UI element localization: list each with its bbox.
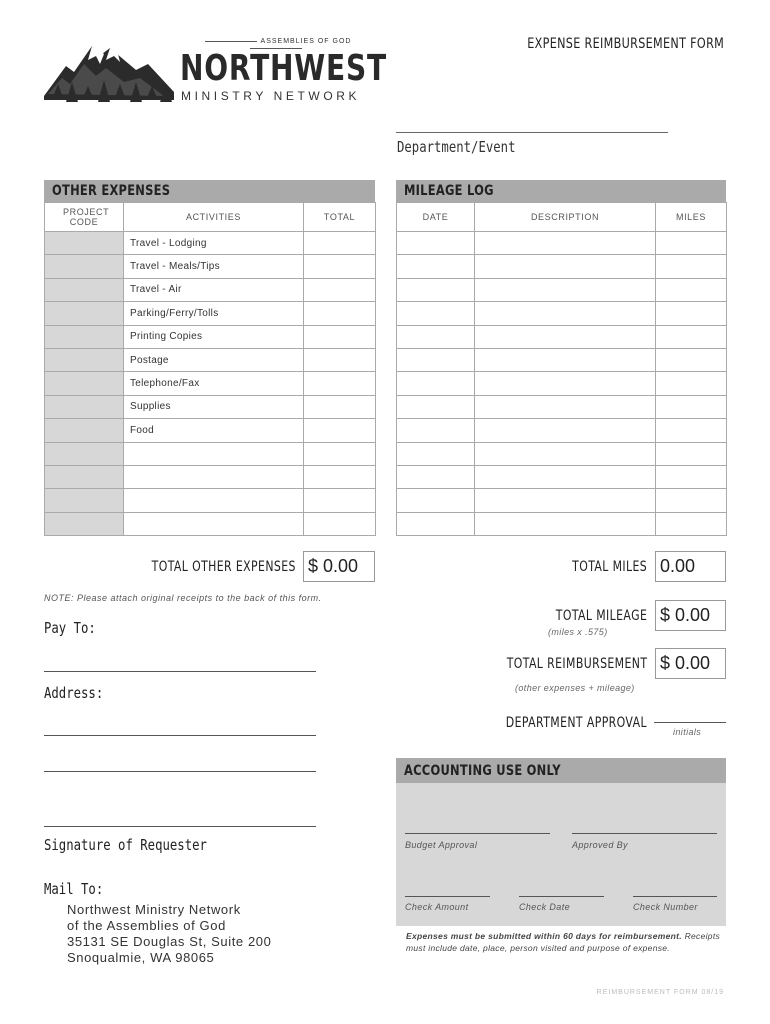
table-row — [45, 489, 376, 512]
miles-cell[interactable] — [656, 325, 727, 348]
pay-to-label: Pay To: — [44, 619, 96, 637]
total-miles-label: TOTAL MILES — [572, 559, 647, 575]
total-cell[interactable] — [304, 489, 376, 512]
approval-initials-line[interactable] — [654, 722, 726, 723]
project-code-cell[interactable] — [45, 255, 124, 278]
activity-cell[interactable]: Printing Copies — [124, 325, 304, 348]
address-line: Snoqualmie, WA 98065 — [67, 950, 215, 965]
description-cell[interactable] — [475, 232, 656, 255]
table-row — [45, 395, 376, 418]
project-code-cell[interactable] — [45, 465, 124, 488]
date-cell[interactable] — [397, 232, 475, 255]
submission-deadline: Expenses must be submitted within 60 days for reimbursement. — [406, 931, 682, 941]
miles-cell[interactable] — [656, 232, 727, 255]
total-reimbursement-label: TOTAL REIMBURSEMENT — [506, 656, 647, 672]
activity-cell[interactable]: Travel - Air — [124, 278, 304, 301]
table-row — [397, 489, 727, 512]
table-row — [397, 512, 727, 535]
table-row — [397, 395, 727, 418]
address-line: 35131 SE Douglas St, Suite 200 — [67, 934, 272, 949]
logo-subtitle: MINISTRY NETWORK — [181, 89, 361, 103]
mileage-rate-note: (miles x .575) — [548, 627, 608, 637]
total-cell[interactable] — [304, 232, 376, 255]
description-cell[interactable] — [475, 465, 656, 488]
date-cell[interactable] — [397, 348, 475, 371]
check-number-caption: Check Number — [633, 902, 698, 912]
total-other-expenses-field[interactable]: $ 0.00 — [303, 551, 375, 582]
column-header-project-code: PROJECT CODE — [45, 203, 124, 232]
activity-cell[interactable] — [124, 489, 304, 512]
project-code-cell[interactable] — [45, 419, 124, 442]
activity-cell[interactable]: Travel - Meals/Tips — [124, 255, 304, 278]
signature-label: Signature of Requester — [44, 836, 207, 854]
activity-cell[interactable]: Supplies — [124, 395, 304, 418]
total-miles-field[interactable]: 0.00 — [655, 551, 726, 582]
date-cell[interactable] — [397, 512, 475, 535]
date-cell[interactable] — [397, 465, 475, 488]
description-cell[interactable] — [475, 442, 656, 465]
budget-approval-caption: Budget Approval — [405, 840, 478, 850]
submission-notice — [406, 931, 726, 954]
date-cell[interactable] — [397, 325, 475, 348]
table-row — [45, 232, 376, 255]
table-row — [45, 419, 376, 442]
receipt-requirements: Receipts must include date, place, person visited and purpose of expense. — [406, 931, 721, 953]
address-line: of the Assemblies of God — [67, 918, 226, 933]
activity-cell[interactable] — [124, 442, 304, 465]
logo-org-line: ASSEMBLIES OF GOD — [180, 38, 372, 52]
other-expenses-section — [44, 180, 375, 536]
department-approval-label: DEPARTMENT APPROVAL — [505, 715, 647, 731]
receipts-note: NOTE: Please attach original receipts to the back of this form. — [44, 593, 322, 603]
total-cell[interactable] — [304, 442, 376, 465]
other-expenses-table — [44, 202, 376, 536]
description-cell[interactable] — [475, 395, 656, 418]
miles-cell[interactable] — [656, 512, 727, 535]
table-row — [45, 512, 376, 535]
total-cell[interactable] — [304, 465, 376, 488]
date-cell[interactable] — [397, 372, 475, 395]
table-row — [397, 348, 727, 371]
project-code-cell[interactable] — [45, 372, 124, 395]
project-code-cell[interactable] — [45, 512, 124, 535]
check-date-caption: Check Date — [519, 902, 571, 912]
activity-cell[interactable]: Travel - Lodging — [124, 232, 304, 255]
miles-cell[interactable] — [656, 302, 727, 325]
column-header-date: DATE — [397, 203, 475, 232]
table-row — [45, 325, 376, 348]
description-cell[interactable] — [475, 489, 656, 512]
department-input-line[interactable] — [396, 132, 668, 133]
mail-to-label: Mail To: — [44, 880, 104, 898]
mileage-log-section — [396, 180, 726, 536]
description-cell[interactable] — [475, 255, 656, 278]
accounting-title: ACCOUNTING USE ONLY — [396, 758, 726, 783]
miles-cell[interactable] — [656, 419, 727, 442]
check-number-line[interactable] — [633, 896, 717, 897]
total-cell[interactable] — [304, 255, 376, 278]
miles-cell[interactable] — [656, 372, 727, 395]
project-code-cell[interactable] — [45, 348, 124, 371]
date-cell[interactable] — [397, 419, 475, 442]
pay-to-line[interactable] — [44, 671, 316, 672]
miles-cell[interactable] — [656, 255, 727, 278]
project-code-cell[interactable] — [45, 325, 124, 348]
table-row — [397, 372, 727, 395]
project-code-cell[interactable] — [45, 489, 124, 512]
total-cell[interactable] — [304, 512, 376, 535]
project-code-cell[interactable] — [45, 278, 124, 301]
initials-caption: initials — [673, 727, 702, 737]
project-code-cell[interactable] — [45, 232, 124, 255]
activity-cell[interactable]: Food — [124, 419, 304, 442]
check-amount-caption: Check Amount — [405, 902, 469, 912]
column-header-miles: MILES — [656, 203, 727, 232]
description-cell[interactable] — [475, 348, 656, 371]
table-row — [45, 302, 376, 325]
signature-line[interactable] — [44, 826, 316, 827]
form-title: EXPENSE REIMBURSEMENT FORM — [527, 36, 724, 52]
date-cell[interactable] — [397, 489, 475, 512]
date-cell[interactable] — [397, 278, 475, 301]
check-date-line[interactable] — [519, 896, 604, 897]
total-cell[interactable] — [304, 325, 376, 348]
approved-by-caption: Approved By — [572, 840, 628, 850]
description-cell[interactable] — [475, 325, 656, 348]
total-cell[interactable] — [304, 278, 376, 301]
mailing-address — [67, 902, 271, 966]
miles-cell[interactable] — [656, 348, 727, 371]
budget-approval-line[interactable] — [405, 833, 550, 834]
table-row — [45, 465, 376, 488]
total-mileage-label: TOTAL MILEAGE — [555, 608, 647, 624]
table-row — [45, 278, 376, 301]
project-code-cell[interactable] — [45, 442, 124, 465]
miles-cell[interactable] — [656, 489, 727, 512]
department-label: Department/Event — [397, 138, 516, 156]
table-row — [45, 348, 376, 371]
total-mileage-field[interactable]: $ 0.00 — [655, 600, 726, 631]
description-cell[interactable] — [475, 372, 656, 395]
table-row — [397, 325, 727, 348]
table-row — [397, 232, 727, 255]
miles-cell[interactable] — [656, 395, 727, 418]
total-cell[interactable] — [304, 372, 376, 395]
date-cell[interactable] — [397, 302, 475, 325]
date-cell[interactable] — [397, 255, 475, 278]
description-cell[interactable] — [475, 512, 656, 535]
reimbursement-note: (other expenses + mileage) — [515, 683, 635, 693]
address-line-1[interactable] — [44, 735, 316, 736]
logo-title: NORTHWEST — [180, 48, 387, 89]
total-cell[interactable] — [304, 419, 376, 442]
table-row — [397, 255, 727, 278]
other-expenses-title: OTHER EXPENSES — [44, 180, 375, 202]
form-version-code: REIMBURSEMENT FORM 08/19 — [596, 989, 724, 996]
total-other-expenses-label: TOTAL OTHER EXPENSES — [151, 559, 296, 575]
mileage-log-title: MILEAGE LOG — [396, 180, 726, 202]
table-row — [397, 419, 727, 442]
column-header-total: TOTAL — [304, 203, 376, 232]
activity-cell[interactable]: Parking/Ferry/Tolls — [124, 302, 304, 325]
address-line: Northwest Ministry Network — [67, 902, 241, 917]
total-cell[interactable] — [304, 302, 376, 325]
description-cell[interactable] — [475, 419, 656, 442]
address-line-2[interactable] — [44, 771, 316, 772]
address-label: Address: — [44, 684, 104, 702]
mileage-log-table — [396, 202, 727, 536]
table-row — [397, 442, 727, 465]
accounting-section — [396, 758, 726, 926]
date-cell[interactable] — [397, 395, 475, 418]
total-cell[interactable] — [304, 348, 376, 371]
total-reimbursement-field[interactable]: $ 0.00 — [655, 648, 726, 679]
description-cell[interactable] — [475, 278, 656, 301]
check-amount-line[interactable] — [405, 896, 490, 897]
activity-cell[interactable]: Postage — [124, 348, 304, 371]
activity-cell[interactable] — [124, 465, 304, 488]
table-row — [397, 278, 727, 301]
date-cell[interactable] — [397, 442, 475, 465]
column-header-description: DESCRIPTION — [475, 203, 656, 232]
column-header-activities: ACTIVITIES — [124, 203, 304, 232]
table-row — [45, 442, 376, 465]
description-cell[interactable] — [475, 302, 656, 325]
project-code-cell[interactable] — [45, 395, 124, 418]
miles-cell[interactable] — [656, 278, 727, 301]
activity-cell[interactable]: Telephone/Fax — [124, 372, 304, 395]
table-row — [45, 255, 376, 278]
table-row — [397, 302, 727, 325]
approved-by-line[interactable] — [572, 833, 717, 834]
table-row — [397, 465, 727, 488]
table-row — [45, 372, 376, 395]
activity-cell[interactable] — [124, 512, 304, 535]
total-cell[interactable] — [304, 395, 376, 418]
miles-cell[interactable] — [656, 442, 727, 465]
miles-cell[interactable] — [656, 465, 727, 488]
project-code-cell[interactable] — [45, 302, 124, 325]
